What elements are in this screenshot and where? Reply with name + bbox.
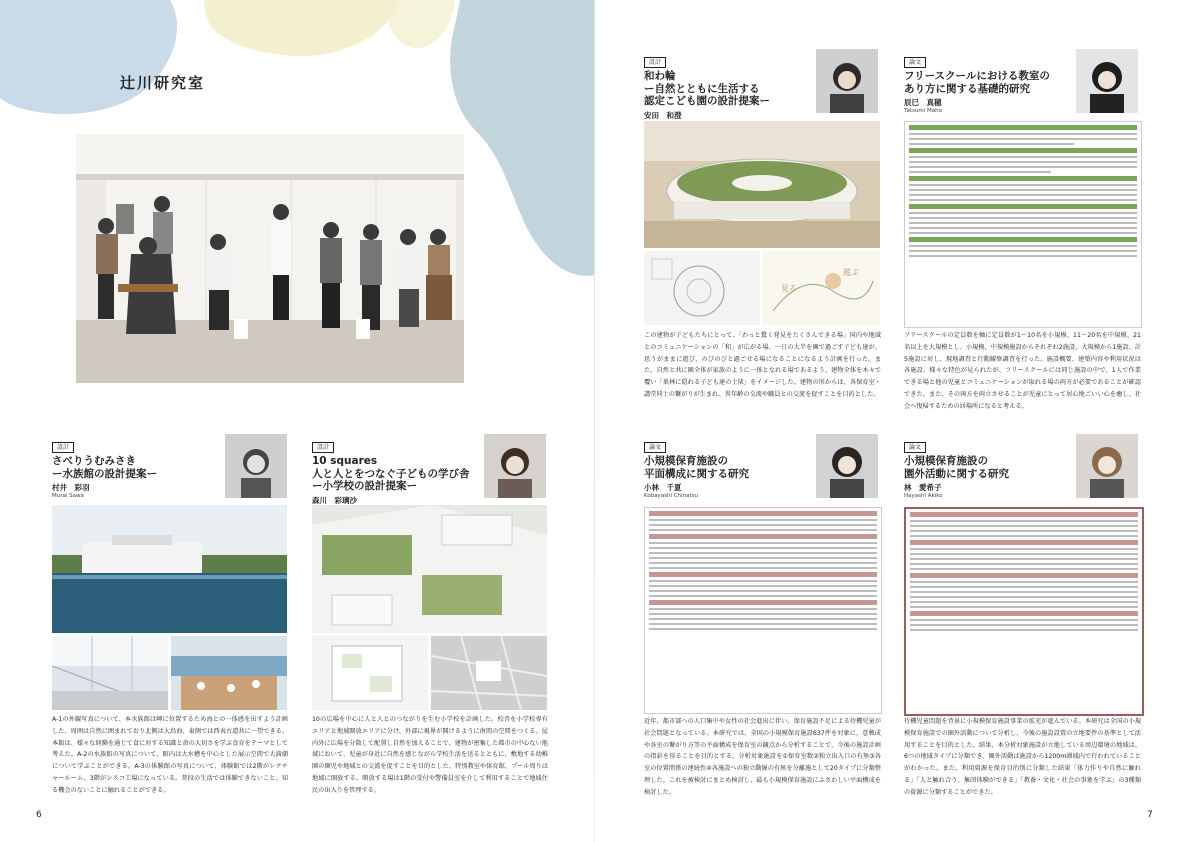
- research-poster: [904, 507, 1144, 716]
- author-name: 林 愛希子: [904, 483, 942, 492]
- title-line: 平面構成に関する研究: [644, 467, 749, 480]
- project-yasuda: [644, 49, 819, 127]
- project-description: A-1の外観写真について、本水族館は岬に位置するため海との一体感を出すよう計画した。周囲は自然に囲まれており北側は大鳥海、東側では西表古道共に一望できる。本館は、様々な経験を通じて食に対する知識と命の大切さを学ぶ食育をテーマとして考えた。A-2の水族館の写真について、館内は大水槽を中心とした展示空間で大満潮について学ぶことができる。A-3の体験館の写真について、体験館では2階がレクチャールーム、3階がシスコ工場になっている。普段の生活では体験できないこと、知る機会のないことに触れることができる。: [52, 716, 288, 794]
- project-tatsumi: [904, 49, 1094, 114]
- category-tag: 設計: [644, 57, 666, 68]
- project-description: 近年、都市部への人口集中や女性の社会進出に伴い、保育施設不足による待機児童が社会問題となっている。本研究では、全国の小規模保育施設637件を対象に、意戦成や各室の繋がり方等の平面構成を保育室の観点から分析することで、今後の施設計画の指針を得ることを目的とする。分析対象施設を①保育室数②独立出入口の有無③各室の位置関係の連続性④各施設への独立動線の有無を分離施として20タイプに分類整理した。これを被検討にまとめ検討し、最も小規模保育施設にふさわしい平面構成を検討した。: [644, 718, 881, 796]
- title-line: ー自然とともに生活する: [644, 82, 760, 95]
- author-portrait: [816, 434, 878, 498]
- kindergarten-plan: [644, 251, 760, 325]
- title-line: 園外活動に関する研究: [904, 467, 1009, 480]
- project-morikawa: [312, 434, 512, 512]
- author-name: 小林 千夏: [644, 483, 682, 492]
- right-page: [595, 0, 1190, 842]
- project-title: [904, 70, 1094, 95]
- page-number: 7: [1147, 810, 1153, 820]
- title-line: さべりうむみさき: [52, 455, 136, 467]
- page-number: 6: [36, 810, 42, 820]
- aquarium-interior-1: [52, 636, 168, 710]
- author-portrait: [1076, 49, 1138, 113]
- author-portrait: [816, 49, 878, 113]
- category-tag: 論文: [904, 442, 926, 453]
- kindergarten-model-photo: [644, 121, 880, 248]
- author-name: 村井 彩羽: [52, 483, 90, 492]
- research-poster: [644, 507, 882, 714]
- school-map: [431, 636, 547, 710]
- author-roman: Tatsumi Maho: [904, 108, 942, 114]
- project-title: [644, 70, 819, 108]
- author-roman: Murai Sawa: [52, 493, 84, 499]
- project-description: 10の広場を中心に人と人とのつながりを生む小学校を計画した。校舎を小学校専有エリアと地域開放エリアに分け、外部に視界が開けるように南間の空間をつくる。屋内外に広場を分散して配置し自然を加えることで、建物が密集した都市の中心ない地域において、児童が身近に自然を感じながら学校生活を送るとともに、敷地する幼稚園の園児や地域との交流を促すことを目的とした。特別教室や体育館、プール周りは地域に開放する。開放する場は1階の受付や警備員室を介して利用することで地域住民の出入りを管理する。: [312, 716, 548, 794]
- author-name: 安田 和澄: [644, 110, 682, 120]
- sketch-label-see: 見る: [781, 284, 797, 293]
- author-roman: Hayashi Akiko: [904, 493, 943, 499]
- title-line: 認定こども園の設計提案ー: [644, 95, 770, 107]
- aquarium-render: [52, 505, 287, 633]
- school-site-plan: [312, 636, 428, 710]
- kindergarten-sketch: [763, 251, 880, 325]
- title-line: 10 squares: [312, 455, 378, 467]
- author-portrait: [1076, 434, 1138, 498]
- project-kobayashi: [644, 434, 819, 499]
- author-name: 辰巳 真穂: [904, 98, 942, 107]
- title-line: フリースクールにおける教室の: [904, 70, 1050, 82]
- aquarium-interior-2: [171, 636, 287, 710]
- project-title: [312, 455, 512, 493]
- author-portrait: [484, 434, 546, 498]
- author-name: 森川 彩璃沙: [312, 495, 357, 505]
- school-render: [312, 505, 547, 633]
- title-line: ー水族館の設計提案ー: [52, 467, 157, 480]
- category-tag: 論文: [904, 57, 926, 68]
- category-tag: 論文: [644, 442, 666, 453]
- project-hayashi: [904, 434, 1094, 499]
- title-line: 小規模保育施設の: [904, 455, 988, 467]
- title-line: 和わ輪: [644, 70, 676, 82]
- lab-title: 辻川研究室: [120, 74, 206, 92]
- research-poster: [904, 121, 1142, 328]
- group-photo: [76, 134, 464, 383]
- title-line: 人と人とをつなぐ子どもの学び舎: [312, 467, 470, 480]
- category-tag: 設計: [312, 442, 334, 453]
- project-description: この建物が子どもたちにとって、「わっと驚く発見をたくさんできる場」国内や地域とのコミュニケーションの「和」が広がる場、一日の大半を園で過ごす子ども達が、思うがままに遊び、のびのびと過ごせる場になることになるよう計画を行った。また、自然と共に園全体が家族のように一体となれる場であるよう、建物全体を木々で覆い「巣林に隠れる子ども達の土俵」をイメージした。建物の形からは、各保育室・講堂同士の繋がりが生まれ、異年齢の交流や職員との交流を促すことを目的とした。: [644, 332, 881, 398]
- project-description: フリースクールの定員数を軸に定員数が1～10名を小規模、11～20名を中規模、21名以上を大規模とし、小規模、中規模施設からそれぞれ2施設、大規模から1施設、計5施設に対し、現地調査と行動観察調査を行った。施設概要、建築内容や利用状況は各施設、様々な特色が見られたが、フリースクールには同じ施設の中で、1人で作業できる場と他の児童とコミュニケーションが取れる場の両方が必要であることが確認できた。また、その両方を両立させることが児童にとって居心地ごいい心を癒し、社会へ復帰するための居場所になると考える。: [904, 332, 1141, 410]
- project-title: [644, 455, 819, 480]
- author-roman: Kobayashi Chinatsu: [644, 493, 699, 499]
- title-line: 小規模保育施設の: [644, 455, 728, 467]
- project-title: [904, 455, 1094, 480]
- category-tag: 設計: [52, 442, 74, 453]
- title-line: ー小学校の設計提案ー: [312, 480, 417, 492]
- sketch-label-play: 遊ぶ: [843, 268, 859, 277]
- project-description: 待機児童問題を背景に小規模保育施設事業の拡充が進んでいる。本研究は全国の小規模保育施設での園外活動について分析し、今後の施設設置の立地要件の基準として活用することを目的とした。結果、本分析対象施設が立地している周辺環境の地域は、6つの地域タイプに分類でき、園外活動は施設から1200m圏域内で行われていることがわかった。また、利用資源を保育目的別に分類した結果「体力作りや自然に触れる」「人と触れ合う、集団体験ができる」「教養・文化・社会の事象を学ぶ」の3種類の資源に分類することができた。: [904, 718, 1141, 796]
- title-line: あり方に関する基礎的研究: [904, 82, 1030, 95]
- author-portrait: [225, 434, 287, 498]
